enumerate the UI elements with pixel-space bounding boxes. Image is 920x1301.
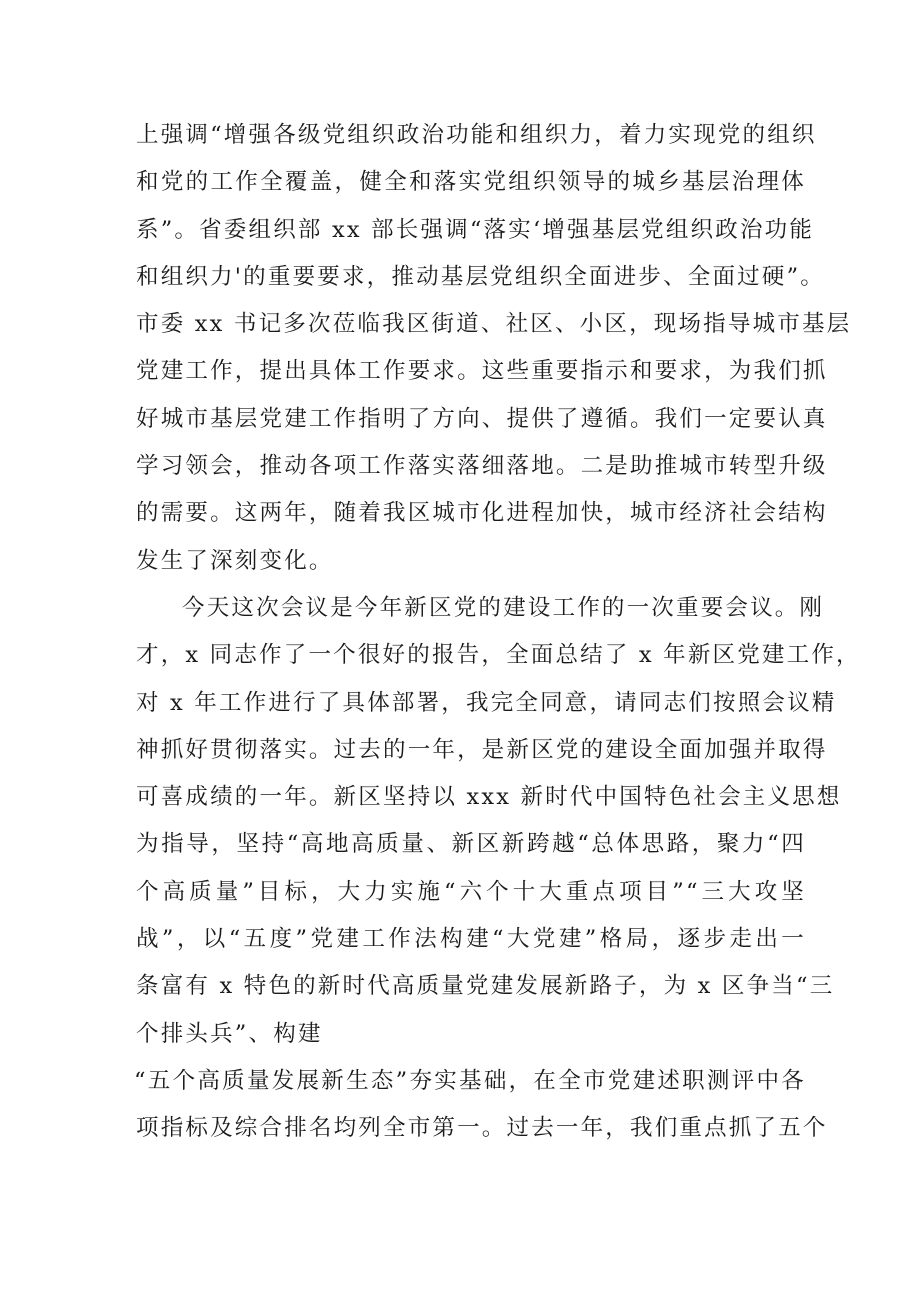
text-line: 才，x 同志作了一个很好的报告，全面总结了 x 年新区党建工作， xyxy=(136,642,861,669)
document-body xyxy=(134,112,861,1153)
text-line: 今天这次会议是今年新区党的建设工作的一次重要会议。刚 xyxy=(182,594,825,621)
text-line: 和党的工作全覆盖，健全和落实党组织领导的城乡基层治理体 xyxy=(136,169,806,196)
text-line: 条富有 x 特色的新时代高质量党建发展新路子，为 x 区争当“三 xyxy=(136,973,835,1000)
text-line: “五个高质量发展新生态”夯实基础，在全市党建述职测评中各 xyxy=(134,1067,806,1094)
text-line: 和组织力'的重要要求，推动基层党组织全面进步、全面过硬”。 xyxy=(136,263,825,290)
text-line: 个排头兵”、构建 xyxy=(136,1020,323,1047)
text-line: 系”。省委组织部 xx 部长强调“落实‘增强基层党组织政治功能 xyxy=(136,216,815,243)
text-line: 项指标及综合排名均列全市第一。过去一年，我们重点抓了五个 xyxy=(136,1115,828,1142)
text-line: 为指导，坚持“高地高质量、新区新跨越“总体思路，聚力“四 xyxy=(136,831,806,858)
text-line: 的需要。这两年，随着我区城市化进程加快，城市经济社会结构 xyxy=(136,500,828,527)
text-line: 好城市基层党建工作指明了方向、提供了遵循。我们一定要认真 xyxy=(136,405,828,432)
text-line: 对 x 年工作进行了具体部署，我完全同意，请同志们按照会议精 xyxy=(136,689,837,716)
text-line: 可喜成绩的一年。新区坚持以 xxx 新时代中国特色社会主义思想 xyxy=(136,784,842,811)
text-line: 神抓好贯彻落实。过去的一年，是新区党的建设全面加强并取得 xyxy=(136,736,828,763)
text-line: 个高质量”目标，大力实施“六个十大重点项目”“三大攻坚 xyxy=(136,878,806,905)
text-line: 上强调“增强各级党组织政治功能和组织力，着力实现党的组织 xyxy=(136,122,817,148)
text-line: 学习领会，推动各项工作落实落细落地。二是助推城市转型升级 xyxy=(136,453,828,480)
text-line: 党建工作，提出具体工作要求。这些重要指示和要求，为我们抓 xyxy=(136,358,828,385)
text-line: 发生了深刻变化。 xyxy=(136,547,334,574)
text-line: 战”，以“五度”党建工作法构建“大党建”格局，逐步走出一 xyxy=(136,926,806,953)
text-line: 市委 xx 书记多次莅临我区街道、社区、小区，现场指导城市基层 xyxy=(136,311,852,338)
